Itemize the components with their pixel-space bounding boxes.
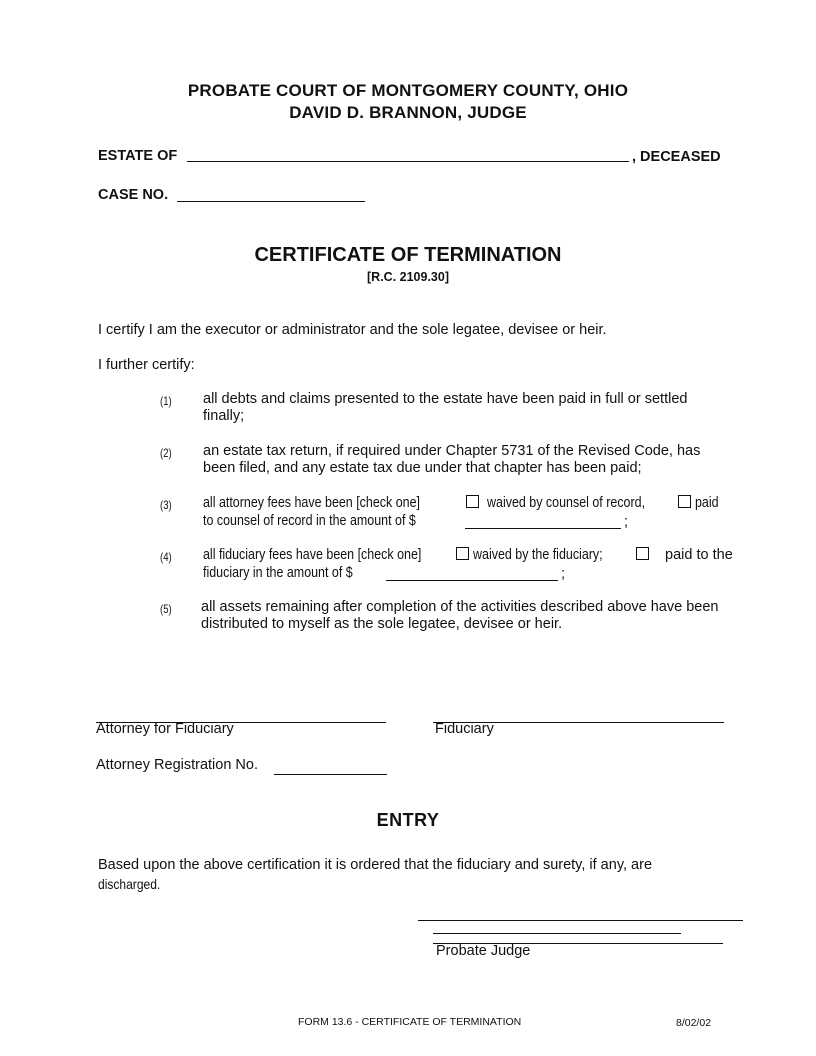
- judge-signature-line-2: [433, 933, 681, 934]
- paid-to-counsel-checkbox[interactable]: [678, 495, 691, 508]
- item-text-line1: all attorney fees have been [check one]: [203, 495, 420, 511]
- case-no-field[interactable]: [177, 186, 365, 202]
- certification-statement: I certify I am the executor or administrator and the sole legatee, devisee or heir.: [98, 322, 607, 338]
- list-item: [203, 495, 455, 531]
- entry-text-line1: Based upon the above certification it is ordered that the fiduciary and surety, if any, are: [98, 857, 653, 873]
- attorney-fee-terminator: ;: [624, 514, 629, 530]
- estate-name-field[interactable]: [187, 147, 629, 162]
- paid-to-counsel-label: paid: [695, 495, 719, 511]
- fiduciary-paid-option: [632, 547, 733, 564]
- waived-by-counsel-label: waived by counsel of record,: [487, 495, 646, 511]
- item-text-line1: an estate tax return, if required under Chapter 5731 of the Revised Code, has: [203, 443, 701, 459]
- paid-to-fiduciary-label: paid to the: [665, 547, 733, 563]
- item-number: (3): [160, 498, 172, 512]
- item-text-line1: all debts and claims presented to the estate have been paid in full or settled: [203, 391, 688, 407]
- list-item: [203, 391, 687, 425]
- attorney-fee-amount-field[interactable]: [465, 514, 621, 529]
- entry-text-line2: discharged.: [98, 876, 161, 892]
- attorney-registration-field[interactable]: [274, 760, 387, 775]
- attorney-fee-checkboxes: [462, 495, 671, 512]
- form-number: FORM 13.6 - CERTIFICATE OF TERMINATION: [298, 1016, 522, 1028]
- list-item: [201, 599, 718, 633]
- statute-reference: [R.C. 2109.30]: [367, 270, 449, 284]
- item-number: (4): [160, 550, 172, 564]
- list-item: [203, 443, 700, 477]
- attorney-paid-option: [674, 495, 722, 512]
- document-title: CERTIFICATE OF TERMINATION: [254, 244, 562, 266]
- waived-by-counsel-checkbox[interactable]: [466, 495, 479, 508]
- case-no-label: CASE NO.: [98, 187, 169, 203]
- judge-name: DAVID D. BRANNON, JUDGE: [289, 103, 527, 122]
- fiduciary-fee-options: [203, 547, 457, 565]
- deceased-label: , DECEASED: [632, 149, 721, 165]
- estate-label: ESTATE OF: [98, 148, 178, 164]
- item-text-line1: all fiduciary fees have been [check one]: [203, 547, 422, 563]
- fiduciary-fee-amount-field[interactable]: [386, 566, 558, 581]
- attorney-registration-label: Attorney Registration No.: [96, 757, 258, 773]
- probate-judge-label: Probate Judge: [436, 943, 531, 959]
- attorney-signature-label: Attorney for Fiduciary: [96, 721, 234, 737]
- waived-by-fiduciary-checkbox[interactable]: [456, 547, 469, 560]
- item-text-line2: distributed to myself as the sole legatee, devisee or heir.: [201, 616, 563, 632]
- item-number: (2): [160, 446, 172, 460]
- item-text-line2: fiduciary in the amount of $: [203, 565, 353, 581]
- item-text-line2: to counsel of record in the amount of $: [203, 513, 416, 529]
- item-text-line1: all assets remaining after completion of the activities described above have been: [201, 599, 719, 615]
- fiduciary-fee-checkboxes: [452, 547, 624, 564]
- entry-heading: ENTRY: [376, 810, 440, 830]
- fiduciary-signature-label: Fiduciary: [435, 721, 494, 737]
- court-header: [0, 80, 816, 124]
- item-number: (5): [160, 602, 172, 616]
- judge-signature-line[interactable]: [418, 920, 743, 921]
- item-text-line2: finally;: [203, 408, 245, 424]
- fiduciary-fee-terminator: ;: [561, 566, 566, 582]
- court-name: PROBATE COURT OF MONTGOMERY COUNTY, OHIO: [187, 81, 629, 100]
- waived-by-fiduciary-label: waived by the fiduciary;: [473, 547, 603, 563]
- attorney-fee-options: [203, 495, 455, 513]
- attorney-fee-amount-row: [203, 513, 455, 531]
- form-date: 8/02/02: [676, 1017, 712, 1029]
- further-certify-label: I further certify:: [98, 357, 195, 373]
- paid-to-fiduciary-checkbox[interactable]: [636, 547, 649, 560]
- item-number: (1): [160, 394, 172, 408]
- item-text-line2: been filed, and any estate tax due under that chapter has been paid;: [203, 460, 642, 476]
